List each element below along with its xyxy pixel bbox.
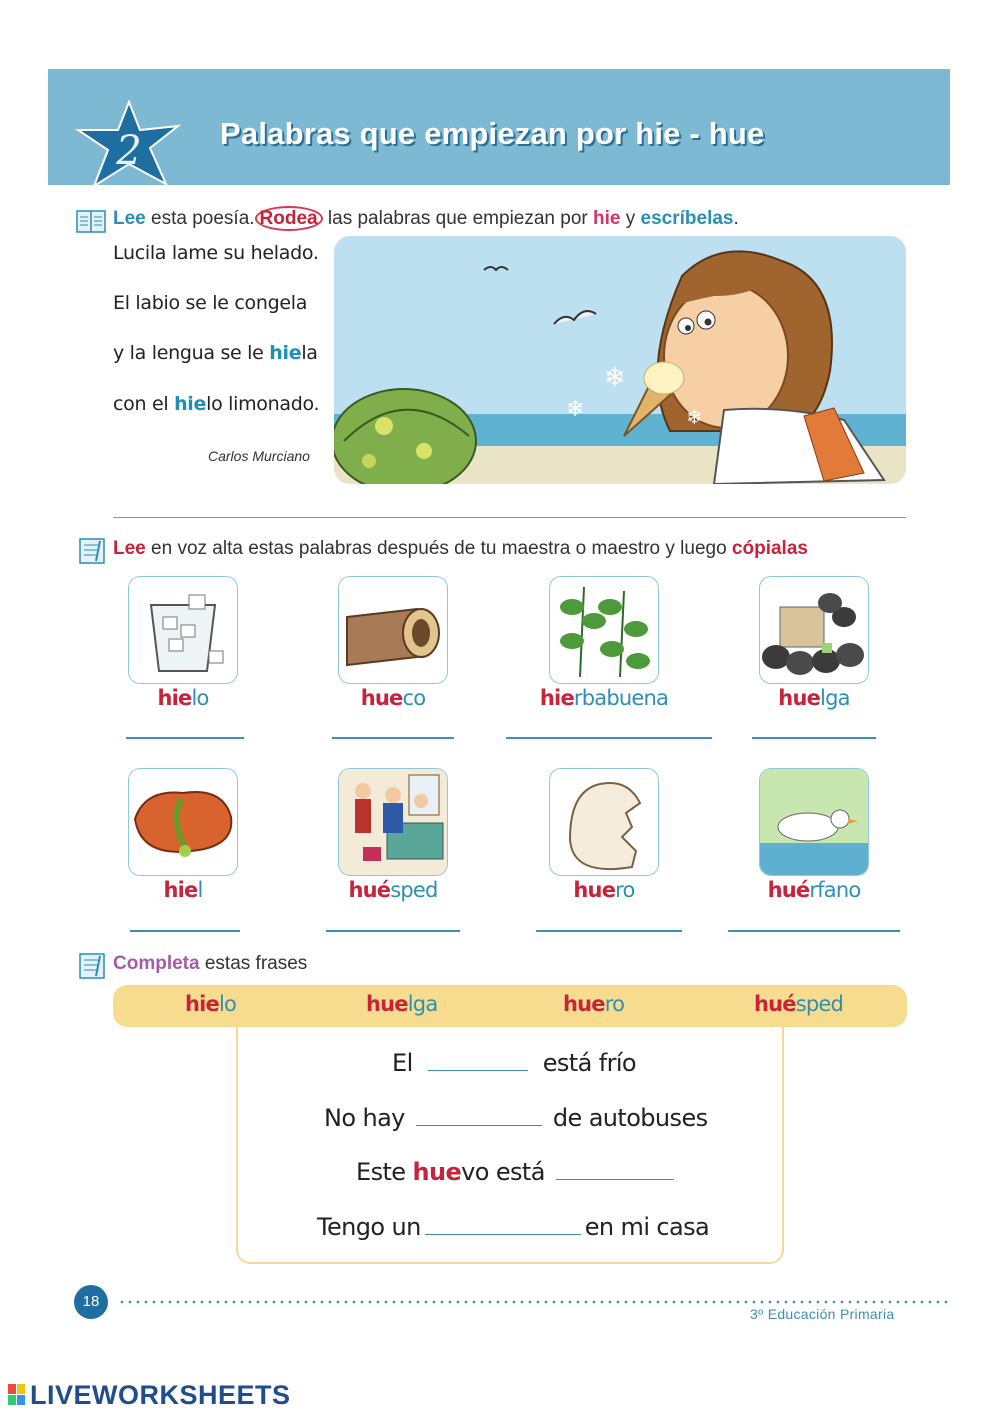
word-huelga: huelga <box>778 686 850 710</box>
instruction-complete: Completa estas frases <box>113 953 308 974</box>
sentence-3: Este huevo está <box>356 1157 678 1186</box>
open-book-icon <box>76 208 106 234</box>
section-divider <box>113 517 906 518</box>
word-hielo: hielo <box>157 686 209 710</box>
liveworksheets-logo-icon <box>8 1384 26 1406</box>
ice-bucket-icon <box>129 577 237 683</box>
poem-word-hiela[interactable]: hie <box>269 342 302 364</box>
garbage-strike-icon <box>760 577 868 683</box>
bank-word-huesped[interactable]: huésped <box>754 992 844 1016</box>
blank-4[interactable] <box>425 1212 581 1235</box>
word-huesped: huésped <box>348 878 438 902</box>
liveworksheets-brand: LIVEWORKSHEETS <box>30 1380 291 1410</box>
word-huerfano: huérfano <box>767 878 861 902</box>
word-hueco: hueco <box>360 686 426 710</box>
orphan-duckling-icon <box>760 769 868 875</box>
bank-word-hielo[interactable]: hielo <box>185 992 237 1016</box>
girl-ice-cream-illustration <box>334 236 906 484</box>
picture-huero <box>549 768 659 876</box>
picture-huerfano <box>759 768 869 876</box>
sentence-1: El está frío <box>392 1049 636 1077</box>
page-title: Palabras que empiezan por hie - hue <box>220 116 765 151</box>
picture-huesped <box>338 768 448 876</box>
picture-hiel <box>128 768 238 876</box>
sentence-2: No hay de autobuses <box>324 1104 708 1132</box>
bank-word-huelga[interactable]: huelga <box>366 992 438 1016</box>
liver-icon <box>129 769 237 875</box>
course-level: 3º Educación Primaria <box>750 1306 895 1322</box>
answer-line-hielo[interactable] <box>126 737 244 739</box>
sentence-4: Tengo un en mi casa <box>317 1213 710 1241</box>
lesson-number: 2 <box>116 128 142 174</box>
instruction-read-copy: Lee en voz alta estas palabras después de tu maestra o maestro y luego cópialas <box>113 538 808 559</box>
blank-2[interactable] <box>416 1103 542 1126</box>
svg-text:❄: ❄ <box>566 397 585 422</box>
answer-line-huesped[interactable] <box>326 930 460 932</box>
word-huero: huero <box>573 878 635 902</box>
notebook-icon <box>78 537 106 565</box>
star-badge-icon <box>74 100 184 192</box>
answer-line-huelga[interactable] <box>752 737 876 739</box>
answer-line-huero[interactable] <box>536 930 682 932</box>
hotel-guest-icon <box>339 769 447 875</box>
blank-3[interactable] <box>556 1157 674 1180</box>
picture-hierbabuena <box>549 576 659 684</box>
picture-huelga <box>759 576 869 684</box>
answer-line-hierbabuena[interactable] <box>506 737 712 739</box>
answer-line-hueco[interactable] <box>332 737 454 739</box>
poem-author: Carlos Murciano <box>208 448 310 464</box>
answer-line-hiel[interactable] <box>130 930 240 932</box>
poem-line-3: y la lengua se le hiela <box>113 342 318 364</box>
svg-text:❄: ❄ <box>686 405 703 429</box>
word-hierbabuena: hierbabuena <box>539 686 669 710</box>
picture-hueco <box>338 576 448 684</box>
poem-word-hielo[interactable]: hie <box>174 393 207 415</box>
egg-shell-icon <box>550 769 658 875</box>
poem-line-1: Lucila lame su helado. <box>113 242 319 264</box>
svg-text:❄: ❄ <box>604 363 626 393</box>
word-hiel: hiel <box>163 878 203 902</box>
footer-dotted-line <box>118 1300 948 1304</box>
instruction-read-poem: Lee esta poesía. Rodea las palabras que empiezan por hie y escríbelas. <box>113 208 739 229</box>
hollow-log-icon <box>339 577 447 683</box>
bank-word-huero[interactable]: huero <box>563 992 625 1016</box>
answer-line-huerfano[interactable] <box>728 930 900 932</box>
poem-line-2: El labio se le congela <box>113 292 308 314</box>
notebook-icon <box>78 952 106 980</box>
blank-1[interactable] <box>428 1048 528 1071</box>
picture-hielo <box>128 576 238 684</box>
mint-plant-icon <box>550 577 658 683</box>
poem-line-4: con el hielo limonado. <box>113 393 320 415</box>
page-number: 18 <box>74 1285 108 1319</box>
